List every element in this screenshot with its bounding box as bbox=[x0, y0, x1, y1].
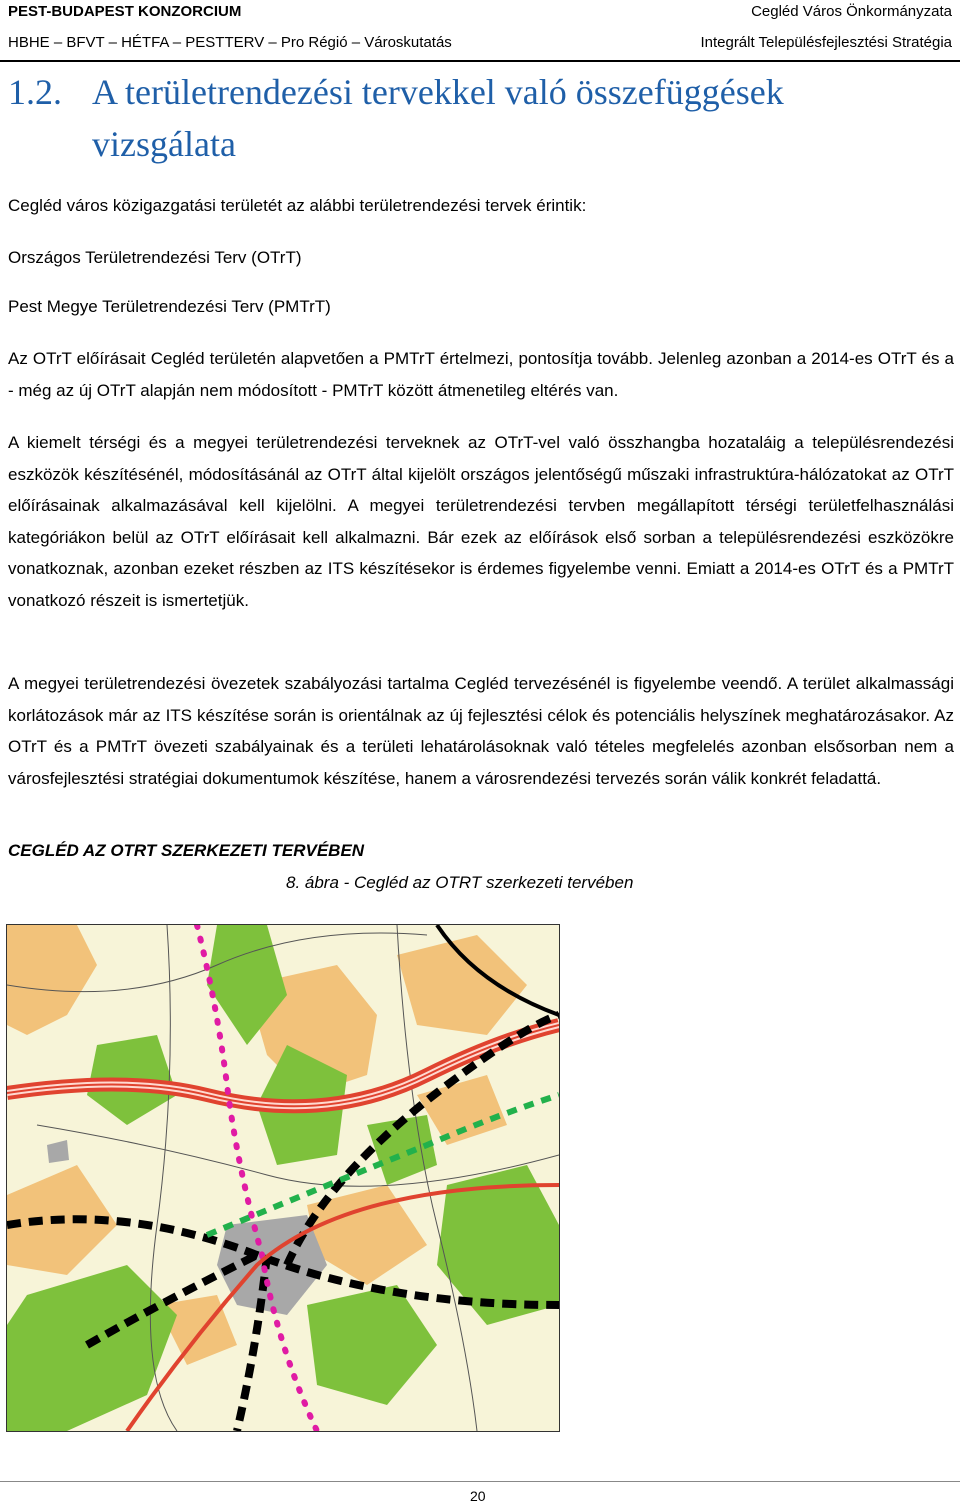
figure-caption: 8. ábra - Cegléd az OTRT szerkezeti tervében bbox=[286, 873, 634, 892]
paragraph-zones: A megyei területrendezési övezetek szabályozási tartalma Cegléd tervezésénél is figyelembe veendő. A terület alkalmassági korlátozások már az ITS készítése során is orientálnak az új fejlesztési célok és potenciális helyszínek meghatározásakor. Az OTrT és a PMTrT övezeti szabályainak és a területi lehatárolásoknak való tételes megfelelés azonban elsősorban nem a városfejlesztési stratégiai dokumentumok készítése, hanem a városrendezési tervezés során válik konkrét feladattá. bbox=[8, 674, 954, 788]
header-client: Cegléd Város Önkormányzata bbox=[751, 3, 952, 20]
header-document-title: Integrált Településfejlesztési Stratégia bbox=[700, 34, 952, 51]
subheading: CEGLÉD AZ OTRT SZERKEZETI TERVÉBEN bbox=[8, 841, 365, 860]
otrt-structure-map bbox=[6, 924, 560, 1432]
paragraph-otrt-pmtrt: Az OTrT előírásait Cegléd területén alapvetően a PMTrT értelmezi, pontosítja tovább. Jelenleg azonban a 2014-es OTrT és a - még az új OTrT alapján nem módosított - PMTrT között átmenetileg eltérés van. bbox=[8, 349, 954, 400]
section-number: 1.2. bbox=[8, 72, 62, 112]
header-partners: HBHE – BFVT – HÉTFA – PESTTERV – Pro Régió – Városkutatás bbox=[8, 34, 452, 51]
paragraph-infrastructure: A kiemelt térségi és a megyei területrendezési terveknek az OTrT-vel való összhangba hozataláig a településrendezési eszközök készítésénél, módosításánál az OTrT által kijelölt országos jelentőségű műszaki infrastruktúra-hálózatokat az OTrT előírásainak alkalmazásával kell kijelölni. A megyei területrendezési tervben megállapított térségi területfelhasználási kategóriákon belül az OTrT előírásait kell alkalmazni. Bár ezek az előírások első sorban a településrendezési eszközökre vonatkoznak, azonban ezeket részben az ITS készítésekor is érdemes figyelembe venni. Emiatt a 2014-es OTrT és a PMTrT vonatkozó részeit is ismertetjük. bbox=[8, 433, 954, 610]
section-title-line-1: A területrendezési tervekkel való összefüggések bbox=[92, 72, 784, 112]
intro-paragraph: Cegléd város közigazgatási területét az alábbi területrendezési tervek érintik: bbox=[8, 196, 587, 215]
plan-pmtrt: Pest Megye Területrendezési Terv (PMTrT) bbox=[8, 297, 331, 316]
footer-divider bbox=[0, 1481, 960, 1482]
page-number: 20 bbox=[470, 1488, 486, 1504]
header-organization: PEST-BUDAPEST KONZORCIUM bbox=[8, 3, 242, 20]
section-title bbox=[8, 66, 908, 170]
header-divider bbox=[0, 60, 960, 62]
plan-otrt: Országos Területrendezési Terv (OTrT) bbox=[8, 248, 302, 267]
page-header bbox=[0, 0, 960, 62]
section-title-line-2: vizsgálata bbox=[92, 124, 236, 164]
